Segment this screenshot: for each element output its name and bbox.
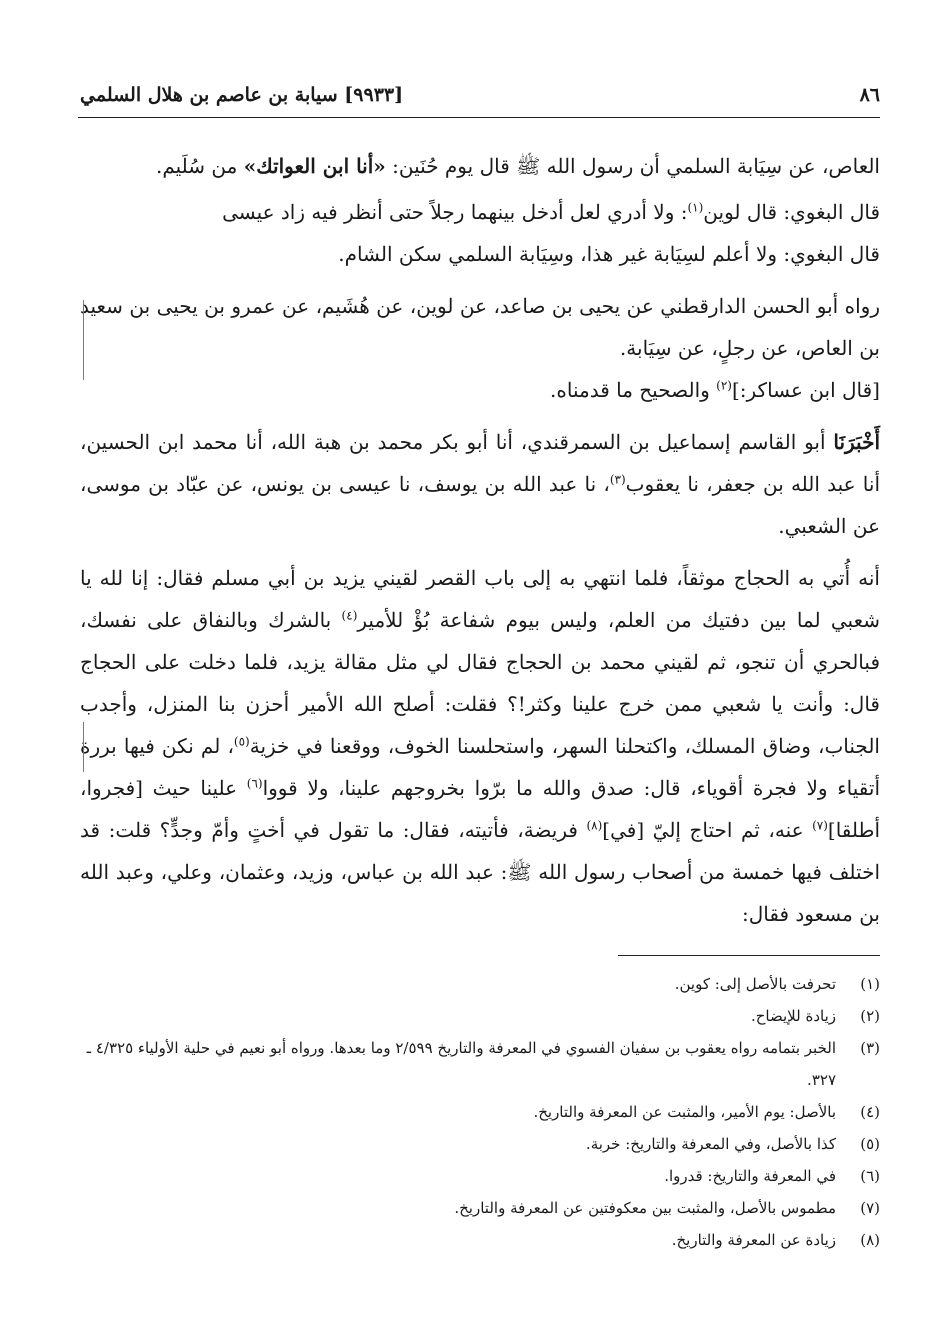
footnote-ref-6[interactable]: (٦)	[246, 776, 263, 791]
paragraph-2: قال البغوي: قال لوين$^{(١)}$: ولا أدري لعل أدخل بينهما رجلاً حتى أنظر فيه زاد عيسى	[222, 200, 880, 224]
footnote-ref-7[interactable]: (٧)	[812, 818, 828, 833]
footnote-ref-5[interactable]: (٥)	[233, 734, 250, 749]
header-rule	[78, 117, 880, 118]
footnote-item: (٢) زيادة للإيضاح.	[750, 1007, 880, 1025]
footnote-ref-2[interactable]: (٢)	[716, 378, 732, 393]
footnote-item: (٦) في المعرفة والتاريخ: قدروا.	[664, 1167, 880, 1185]
footnote-item: (٨) زيادة عن المعرفة والتاريخ.	[671, 1231, 880, 1249]
footnote-ref-1[interactable]: (١)	[687, 200, 704, 215]
paragraph-5: [قال ابن عساكر:]$^{(٢)}$ والصحيح ما قدمناه.	[550, 378, 880, 402]
footnote-item: (٥) كذا بالأصل، وفي المعرفة والتاريخ: خربة.	[585, 1135, 880, 1153]
paragraph-7: أنه أُتي به الحجاج موثقاً، فلما انتهي به إلى باب القصر لقيني يزيد بن أبي مسلم فقال: إنا لله يا شعبي لما بين دفتيك من العلم، وليس بيوم شفاعة بُؤْ للأمير$^{(٤)}$ بالشرك وبالنفاق على نفسك، فبالحري أن تنجو، ثم لقيني محمد بن الحجاج فقال لي مثل مقالة يزيد، فلما دخلت على الحجاج قال: وأنت يا شعبي ممن خرج علينا وكثر!؟ فقلت: أصلح الله الأمير أحزن بنا المنزل، وأجدب الجناب، وضاق المسلك، واكتحلنا السهر، واستحلسنا الخوف، ووقعنا في خزية$^{(٥)}$، لم نكن فيها بررة أتقياء ولا فجرة أقوياء، قال: صدق والله ما برّوا بخروجهم علينا، ولا قووا$^{(٦)}$ علينا حيث [فجروا، أطلقا]$^{(٧)}$ عنه، ثم احتاج إليّ [في]$^{(٨)}$ فريضة، فأتيته، فقال: ما تقول في أختٍ وأمّ وجدٍّ؟ قلت: قد اختلف فيها خمسة من أصحاب رسول الله ﷺ: عبد الله بن عباس، وزيد، وعثمان، وعلي، وعبد الله بن مسعود فقال:	[80, 566, 881, 926]
running-header	[80, 84, 880, 114]
main-text	[80, 145, 880, 935]
paragraph-1: العاص، عن سِيَابة السلمي أن رسول الله ﷺ قال يوم حُنَين: «أنا ابن العواتك» من سُلَيم.	[155, 154, 880, 178]
footnote-item: (٣) الخبر بتمامه رواه يعقوب بن سفيان الفسوي في المعرفة والتاريخ ٢/٥٩٩ وما بعدها. ورواه أبو نعيم في حلية الأولياء ٤/٣٢٥ ـ ٣٢٧.	[86, 1039, 880, 1089]
footnote-ref-4[interactable]: (٤)	[341, 608, 358, 623]
footnote-item: (٧) مطموس بالأصل، والمثبت بين معكوفتين عن المعرفة والتاريخ.	[454, 1199, 880, 1217]
footnote-ref-3[interactable]: (٣)	[609, 472, 626, 487]
footnote-separator	[618, 955, 880, 956]
footnote-item: (١) تحرفت بالأصل إلى: كوين.	[674, 975, 880, 993]
paragraph-4: رواه أبو الحسن الدارقطني عن يحيى بن صاعد، عن لوين، عن هُشَيم، عن عمرو بن يحيى بن سعيد بن العاص، عن رجلٍ، عن سِيَابة.	[80, 294, 880, 360]
footnote-item: (٤) بالأصل: يوم الأمير، والمثبت عن المعرفة والتاريخ.	[533, 1103, 880, 1121]
footnote-ref-8[interactable]: (٨)	[586, 818, 603, 833]
akhbarana-lead: أَخْبَرَنَا	[833, 430, 880, 454]
paragraph-6: أَخْبَرَنَا أبو القاسم إسماعيل بن السمرقندي، أنا أبو بكر محمد بن هبة الله، أنا محمد ابن الحسين، أنا عبد الله بن جعفر، نا يعقوب$^{(٣)}$، نا عبد الله بن يوسف، نا عيسى بن يونس، عن عبّاد بن موسى، عن الشعبي.	[80, 430, 880, 538]
footnotes	[80, 968, 880, 1256]
running-head-title: [٩٩٣٣] سيابة بن عاصم بن هلال السلمي	[80, 84, 404, 106]
page-number: ٨٦	[859, 84, 880, 106]
margin-mark	[83, 300, 84, 380]
margin-mark	[83, 722, 84, 772]
paragraph-3: قال البغوي: ولا أعلم لسِيَابة غير هذا، وسِيَابة السلمي سكن الشام.	[338, 242, 880, 266]
